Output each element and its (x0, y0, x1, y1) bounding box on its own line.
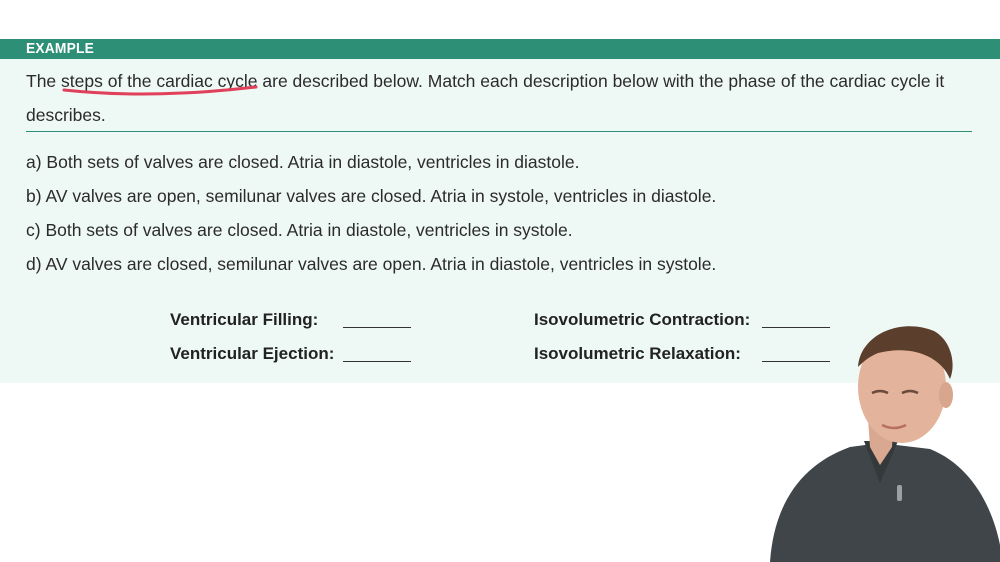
section-divider (26, 131, 972, 132)
presenter-video-overlay (760, 315, 1000, 562)
isovolumetric-contraction-label: Isovolumetric Contraction: (534, 310, 751, 329)
ventricular-filling-blank[interactable] (343, 327, 411, 328)
ventricular-filling-label: Ventricular Filling: (170, 310, 319, 329)
option-b: b) AV valves are open, semilunar valves are closed. Atria in systole, ventricles in diastole. (26, 186, 717, 206)
prompt-text-before: The (26, 71, 62, 91)
option-a: a) Both sets of valves are closed. Atria in diastole, ventricles in diastole. (26, 152, 580, 172)
question-prompt (26, 64, 976, 132)
isovolumetric-relaxation-label: Isovolumetric Relaxation: (534, 344, 741, 363)
option-d: d) AV valves are closed, semilunar valves are open. Atria in diastole, ventricles in systole. (26, 254, 717, 274)
prompt-highlighted-phrase: steps of the cardiac cycle (61, 71, 258, 91)
example-header-bar (0, 39, 1000, 59)
options-list (26, 145, 966, 281)
handwritten-underline-annotation (62, 83, 258, 97)
ventricular-ejection-label: Ventricular Ejection: (170, 344, 335, 363)
option-c: c) Both sets of valves are closed. Atria in diastole, ventricles in systole. (26, 220, 573, 240)
example-header-label: EXAMPLE (26, 40, 95, 57)
ventricular-ejection-blank[interactable] (343, 361, 411, 362)
prompt-text-after: are described below. Match each description below with the phase of the cardiac cycle it describes. (26, 71, 945, 125)
